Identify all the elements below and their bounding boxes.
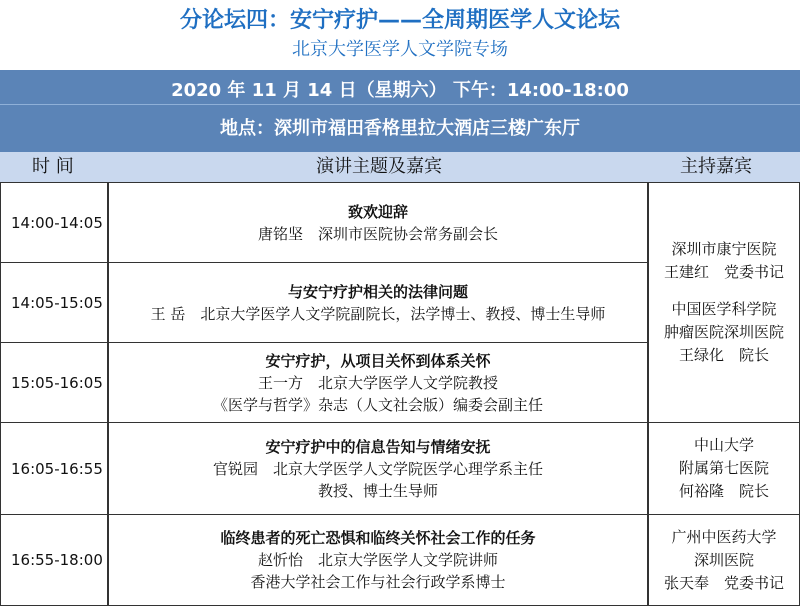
speaker-line: 王 岳 北京大学医学人文学院副院长，法学博士、教授、博士生导师 (150, 304, 606, 323)
info-band (0, 70, 800, 152)
session-time-text: 16:05-16:55 (11, 459, 103, 478)
host-line: 广州中医药大学 (671, 527, 777, 546)
session-time (0, 342, 108, 423)
page-title: 分论坛四：安宁疗护——全周期医学人文论坛 (179, 8, 620, 33)
schedule-table (0, 182, 800, 606)
speaker-line: 教授、博士生导师 (317, 481, 438, 500)
host-line: 张天奉 党委书记 (663, 573, 784, 592)
session-topic (108, 262, 648, 343)
session-time-text: 14:05-15:05 (11, 293, 103, 312)
session-title: 致欢迎辞 (347, 202, 408, 221)
session-topic (108, 422, 648, 515)
speaker-line: 香港大学社会工作与社会行政学系博士 (250, 573, 506, 591)
session-time-text: 15:05-16:05 (11, 373, 103, 392)
host-line: 何裕隆 院长 (678, 482, 769, 500)
session-topic (108, 182, 648, 263)
info-divider (0, 104, 800, 105)
speaker-line: 唐铭坚 深圳市医院协会常务副会长 (257, 224, 498, 243)
host-cell (648, 514, 800, 606)
column-header-row (0, 152, 800, 182)
host-cell (648, 182, 800, 423)
event-venue: 地点：深圳市福田香格里拉大酒店三楼广东厅 (220, 118, 580, 139)
host-line: 王建红 党委书记 (663, 263, 784, 281)
host-line: 附属第七医院 (678, 459, 769, 477)
column-header-host: 主持嘉宾 (680, 156, 752, 177)
column-header-time: 时 间 (32, 156, 74, 177)
session-title: 安宁疗护中的信息告知与情绪安抚 (265, 437, 491, 456)
session-topic (108, 342, 648, 423)
session-time (0, 514, 108, 606)
host-line: 深圳医院 (693, 550, 754, 569)
column-header-topic: 演讲主题及嘉宾 (316, 156, 442, 177)
host-cell (648, 422, 800, 515)
session-time-text: 14:00-14:05 (11, 213, 103, 232)
speaker-line: 赵忻怡 北京大学医学人文学院讲师 (257, 551, 498, 569)
speaker-line: 官锐园 北京大学医学人文学院医学心理学系主任 (212, 459, 543, 478)
session-time (0, 262, 108, 343)
speaker-line: 《医学与哲学》杂志（人文社会版）编委会副主任 (212, 395, 543, 414)
session-time (0, 182, 108, 263)
session-time-text: 16:55-18:00 (11, 551, 103, 569)
session-topic (108, 514, 648, 606)
session-title: 与安宁疗护相关的法律问题 (287, 282, 468, 301)
host-line: 中国医学科学院 (671, 300, 777, 318)
speaker-line: 王一方 北京大学医学人文学院教授 (257, 373, 498, 392)
session-title: 临终患者的死亡恐惧和临终关怀社会工作的任务 (220, 529, 536, 547)
session-time (0, 422, 108, 515)
session-title: 安宁疗护，从项目关怀到体系关怀 (265, 351, 491, 370)
host-line: 深圳市康宁医院 (671, 240, 777, 258)
event-date: 2020 年 11 月 14 日（星期六） 下午：14:00-18:00 (171, 80, 629, 101)
host-line: 中山大学 (693, 436, 754, 454)
page-subtitle: 北京大学医学人文学院专场 (292, 39, 508, 60)
host-line: 王绿化 院长 (678, 346, 769, 364)
host-line: 肿瘤医院深圳医院 (663, 323, 784, 341)
